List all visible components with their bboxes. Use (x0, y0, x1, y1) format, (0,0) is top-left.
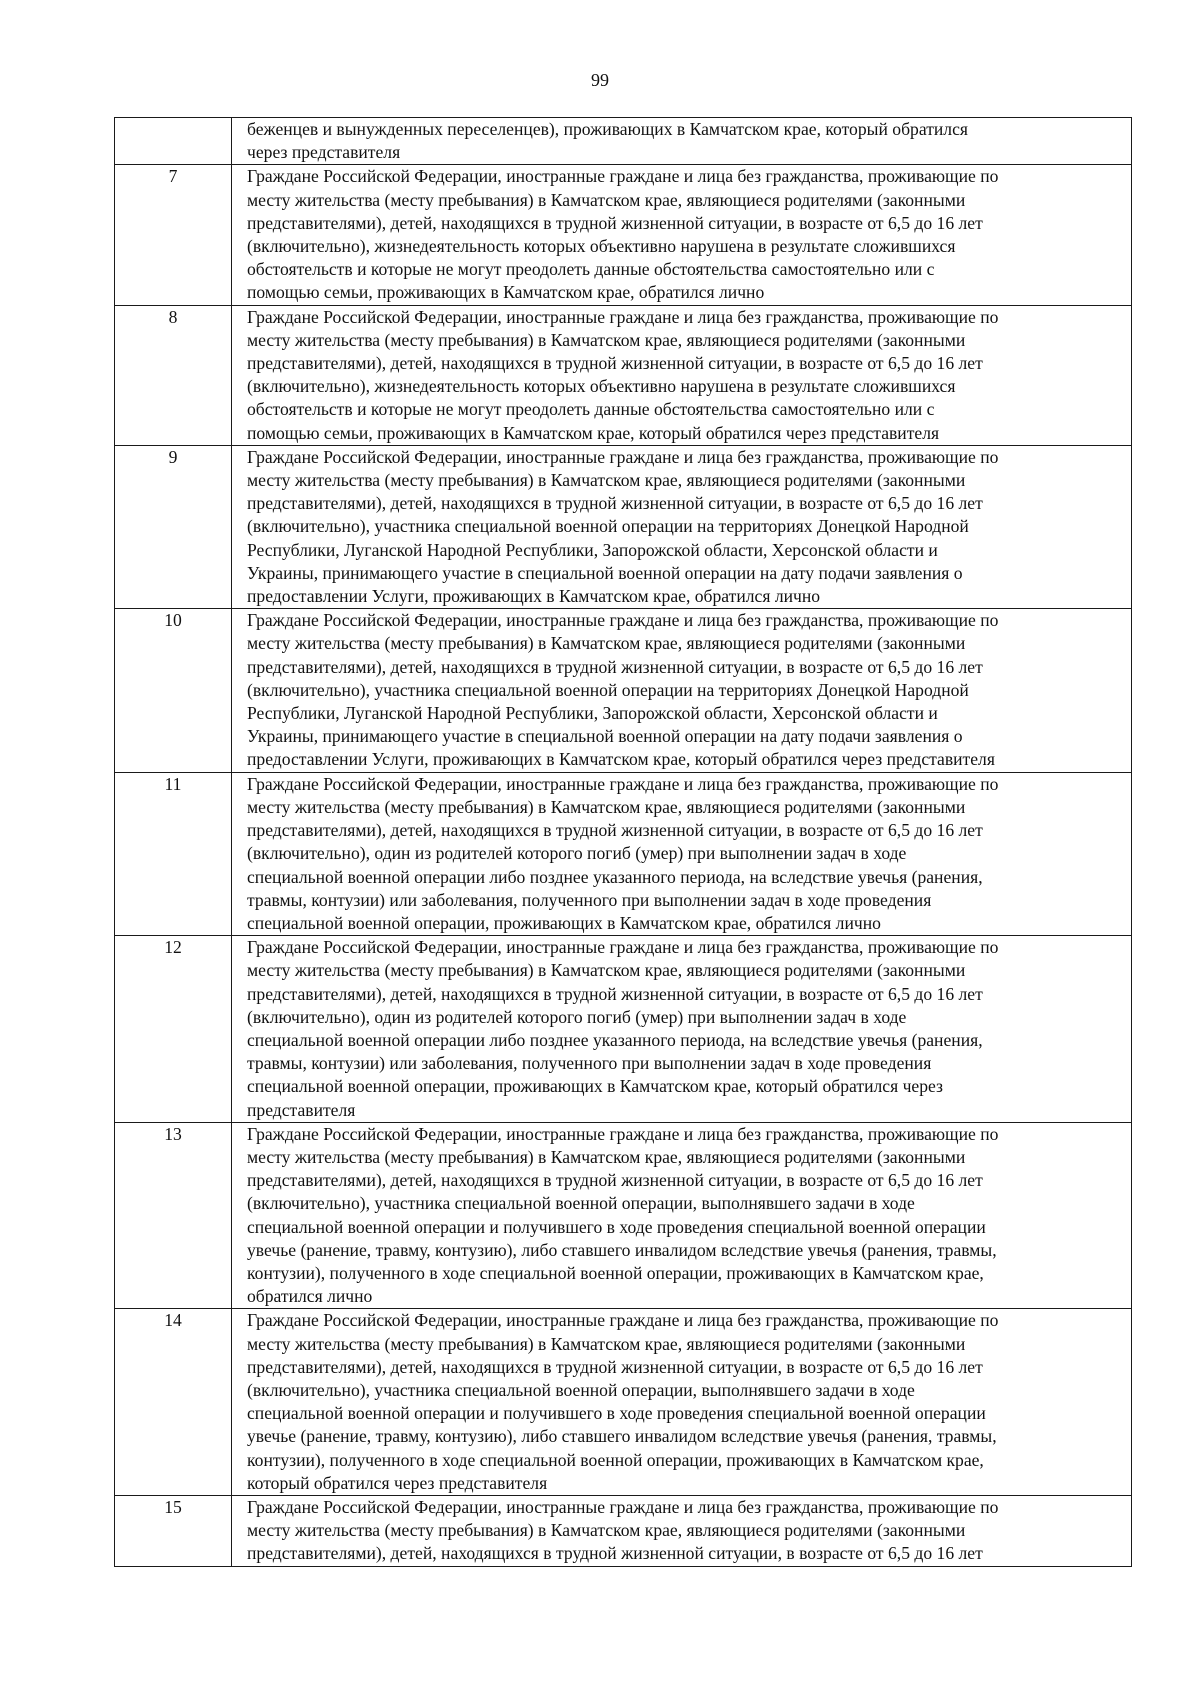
description-line: представителями), детей, находящихся в трудной жизненной ситуации, в возрасте от 6,5 до 16 лет (247, 1543, 983, 1564)
row-number-cell (115, 165, 232, 305)
description-line: Граждане Российской Федерации, иностранные граждане и лица без гражданства, проживающие по (247, 166, 999, 187)
row-description-cell (232, 305, 1132, 445)
description-line: месту жительства (месту пребывания) в Камчатском крае, являющиеся родителями (законными (247, 470, 966, 491)
row-number: 10 (164, 610, 182, 631)
table-row (115, 609, 1132, 772)
description-line: через представителя (247, 142, 401, 163)
table-row (115, 445, 1132, 608)
description-line: месту жительства (месту пребывания) в Камчатском крае, являющиеся родителями (законными (247, 1333, 966, 1354)
description-line: контузии), полученного в ходе специальной военной операции, проживающих в Камчатском крае, (247, 1449, 984, 1470)
description-line: контузии), полученного в ходе специальной военной операции, проживающих в Камчатском крае, (247, 1262, 984, 1283)
description-line: представителями), детей, находящихся в трудной жизненной ситуации, в возрасте от 6,5 до 16 лет (247, 353, 983, 374)
description-line: предоставлении Услуги, проживающих в Камчатском крае, который обратился через представителя (247, 749, 995, 770)
description-line: месту жительства (месту пребывания) в Камчатском крае, являющиеся родителями (законными (247, 1146, 966, 1167)
description-line: месту жительства (месту пребывания) в Камчатском крае, являющиеся родителями (законными (247, 796, 966, 817)
description-line: Граждане Российской Федерации, иностранные граждане и лица без гражданства, проживающие по (247, 446, 999, 467)
description-line: Республики, Луганской Народной Республики, Запорожской области, Херсонской области и (247, 703, 938, 724)
row-number-cell (115, 118, 232, 165)
description-line: представителями), детей, находящихся в трудной жизненной ситуации, в возрасте от 6,5 до 16 лет (247, 1170, 983, 1191)
description-line: Украины, принимающего участие в специальной военной операции на дату подачи заявления о (247, 562, 963, 583)
description-line: (включительно), участника специальной военной операции, выполнявшего задачи в ходе (247, 1379, 915, 1400)
description-line: Республики, Луганской Народной Республики, Запорожской области, Херсонской области и (247, 539, 938, 560)
row-number: 7 (168, 166, 178, 187)
row-number-cell (115, 1122, 232, 1309)
description-line: месту жительства (месту пребывания) в Камчатском крае, являющиеся родителями (законными (247, 329, 966, 350)
row-description-cell (232, 1122, 1132, 1309)
row-number-cell (115, 1309, 232, 1496)
description-line: (включительно), один из родителей которого погиб (умер) при выполнении задач в ходе (247, 1006, 907, 1027)
description-line: месту жительства (месту пребывания) в Камчатском крае, являющиеся родителями (законными (247, 633, 966, 654)
description-line: помощью семьи, проживающих в Камчатском крае, обратился лично (247, 282, 765, 303)
row-number-cell (115, 609, 232, 772)
row-number-cell (115, 445, 232, 608)
description-line: предоставлении Услуги, проживающих в Камчатском крае, обратился лично (247, 586, 821, 607)
description-line: обстоятельств и которые не могут преодолеть данные обстоятельства самостоятельно или с (247, 399, 935, 420)
description-line: (включительно), участника специальной военной операции, выполнявшего задачи в ходе (247, 1193, 915, 1214)
row-number-cell (115, 772, 232, 935)
description-line: Граждане Российской Федерации, иностранные граждане и лица без гражданства, проживающие по (247, 306, 999, 327)
description-line: обстоятельств и которые не могут преодолеть данные обстоятельства самостоятельно или с (247, 259, 935, 280)
row-description-cell (232, 1309, 1132, 1496)
description-line: представителя (247, 1099, 356, 1120)
description-line: Граждане Российской Федерации, иностранные граждане и лица без гражданства, проживающие по (247, 610, 999, 631)
description-line: (включительно), один из родителей которого погиб (умер) при выполнении задач в ходе (247, 843, 907, 864)
table-row (115, 772, 1132, 935)
row-number: 14 (164, 1310, 182, 1331)
description-line: месту жительства (месту пребывания) в Камчатском крае, являющиеся родителями (законными (247, 189, 966, 210)
description-line: специальной военной операции, проживающих в Камчатском крае, обратился лично (247, 912, 881, 933)
row-number: 12 (164, 937, 182, 958)
table-row (115, 118, 1132, 165)
row-number: 11 (164, 773, 182, 794)
description-line: специальной военной операции, проживающих в Камчатском крае, который обратился через (247, 1076, 943, 1097)
description-line: травмы, контузии) или заболевания, полученного при выполнении задач в ходе проведения (247, 1053, 932, 1074)
description-line: травмы, контузии) или заболевания, полученного при выполнении задач в ходе проведения (247, 889, 932, 910)
variants-table (114, 117, 1132, 1567)
table-body (115, 118, 1132, 1567)
description-line: (включительно), участника специальной военной операции на территориях Донецкой Народной (247, 679, 969, 700)
description-line: месту жительства (месту пребывания) в Камчатском крае, являющиеся родителями (законными (247, 1520, 966, 1541)
description-line: специальной военной операции либо позднее указанного периода, на вследствие увечья (ранения, (247, 1029, 983, 1050)
row-number-cell (115, 936, 232, 1123)
description-line: представителями), детей, находящихся в трудной жизненной ситуации, в возрасте от 6,5 до 16 лет (247, 1356, 983, 1377)
description-line: обратился лично (247, 1286, 373, 1307)
row-number: 15 (164, 1496, 182, 1517)
description-line: беженцев и вынужденных переселенцев), проживающих в Камчатском крае, который обратился (247, 119, 968, 139)
description-line: (включительно), жизнедеятельность которых объективно нарушена в результате сложившихся (247, 236, 956, 257)
row-number-cell (115, 1495, 232, 1566)
description-line: увечье (ранение, травму, контузию), либо ставшего инвалидом вследствие увечья (ранения, травмы, (247, 1239, 997, 1260)
description-line: Украины, принимающего участие в специальной военной операции на дату подачи заявления о (247, 726, 963, 747)
description-line: Граждане Российской Федерации, иностранные граждане и лица без гражданства, проживающие по (247, 1310, 999, 1331)
row-description-cell (232, 772, 1132, 935)
description-line: Граждане Российской Федерации, иностранные граждане и лица без гражданства, проживающие по (247, 1123, 999, 1144)
table-row (115, 165, 1132, 305)
description-line: представителями), детей, находящихся в трудной жизненной ситуации, в возрасте от 6,5 до 16 лет (247, 983, 983, 1004)
description-line: увечье (ранение, травму, контузию), либо ставшего инвалидом вследствие увечья (ранения, травмы, (247, 1426, 997, 1447)
row-number: 9 (168, 446, 178, 467)
table-row (115, 305, 1132, 445)
row-number: 8 (168, 306, 178, 327)
description-line: представителями), детей, находящихся в трудной жизненной ситуации, в возрасте от 6,5 до 16 лет (247, 820, 983, 841)
description-line: месту жительства (месту пребывания) в Камчатском крае, являющиеся родителями (законными (247, 960, 966, 981)
description-line: (включительно), жизнедеятельность которых объективно нарушена в результате сложившихся (247, 376, 956, 397)
row-description-cell (232, 118, 1132, 165)
description-line: представителями), детей, находящихся в трудной жизненной ситуации, в возрасте от 6,5 до 16 лет (247, 656, 983, 677)
description-line: который обратился через представителя (247, 1472, 548, 1493)
table-row (115, 1495, 1132, 1566)
description-line: специальной военной операции либо позднее указанного периода, на вследствие увечья (ранения, (247, 866, 983, 887)
row-description-cell (232, 445, 1132, 608)
description-line: Граждане Российской Федерации, иностранные граждане и лица без гражданства, проживающие по (247, 937, 999, 958)
row-description-cell (232, 609, 1132, 772)
description-line: специальной военной операции и получившего в ходе проведения специальной военной операции (247, 1216, 986, 1237)
table-row (115, 936, 1132, 1123)
row-description-cell (232, 936, 1132, 1123)
description-line: Граждане Российской Федерации, иностранные граждане и лица без гражданства, проживающие по (247, 1496, 999, 1517)
row-number-cell (115, 305, 232, 445)
row-description-cell (232, 165, 1132, 305)
description-line: представителями), детей, находящихся в трудной жизненной ситуации, в возрасте от 6,5 до 16 лет (247, 212, 983, 233)
row-number: 13 (164, 1123, 182, 1144)
table-row (115, 1309, 1132, 1496)
description-line: (включительно), участника специальной военной операции на территориях Донецкой Народной (247, 516, 969, 537)
description-line: специальной военной операции и получившего в ходе проведения специальной военной операции (247, 1403, 986, 1424)
row-description-cell (232, 1495, 1132, 1566)
description-line: представителями), детей, находящихся в трудной жизненной ситуации, в возрасте от 6,5 до 16 лет (247, 493, 983, 514)
page-number: 99 (591, 70, 609, 90)
table-row (115, 1122, 1132, 1309)
description-line: помощью семьи, проживающих в Камчатском крае, который обратился через представителя (247, 422, 940, 443)
description-line: Граждане Российской Федерации, иностранные граждане и лица без гражданства, проживающие по (247, 773, 999, 794)
